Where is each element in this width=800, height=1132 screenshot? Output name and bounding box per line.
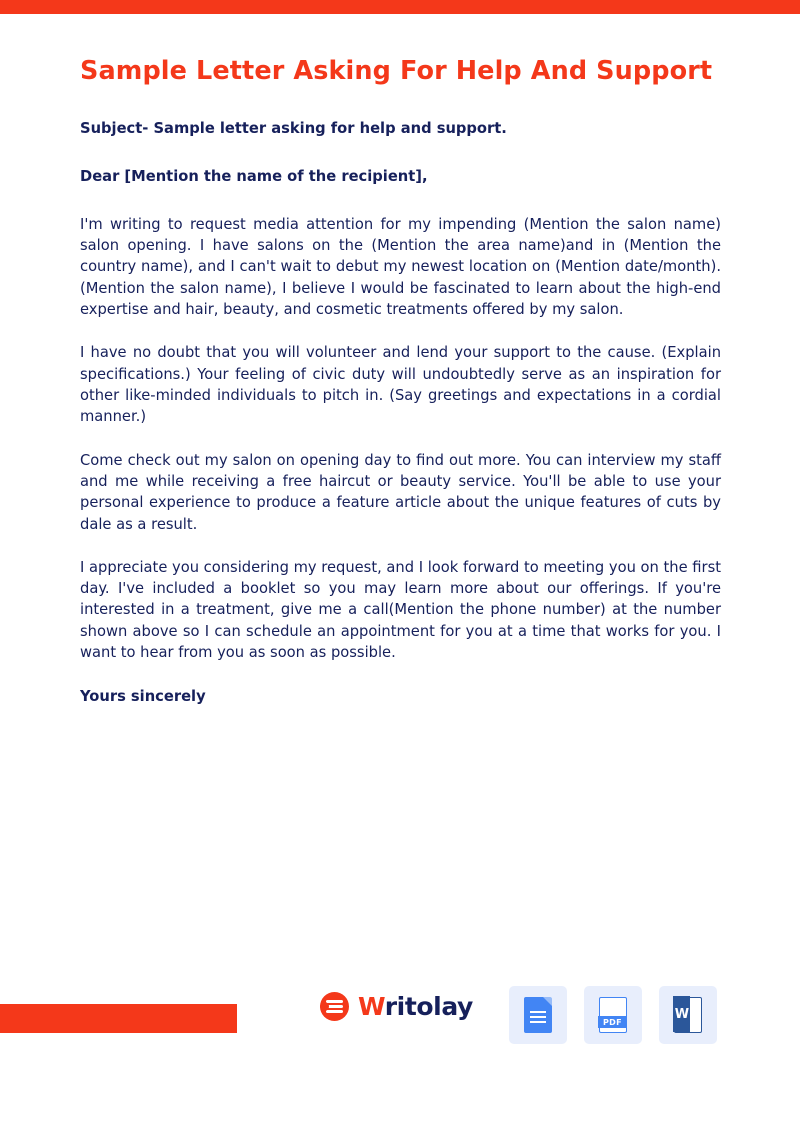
brand-logo <box>320 992 473 1021</box>
brand-name-first-letter: W <box>358 992 385 1021</box>
subject-line: Subject- Sample letter asking for help and support. <box>80 119 507 137</box>
download-pdf-button[interactable] <box>584 986 642 1044</box>
letter-content <box>80 56 721 708</box>
download-word-button[interactable] <box>659 986 717 1044</box>
top-accent-bar <box>0 0 800 14</box>
body-paragraph: I appreciate you considering my request, and I look forward to meeting you on the first day. I've included a booklet so you may learn more about our offerings. If you're interested in a treatment, give me a call(Mention the phone number) at the number shown above so I can schedule an appointment for you at a time that works for you. I want to hear from you as soon as possible. <box>80 558 721 662</box>
google-docs-icon <box>524 997 552 1033</box>
brand-name-rest: ritolay <box>384 992 473 1021</box>
pdf-icon-label: PDF <box>598 1016 626 1028</box>
download-google-docs-button[interactable] <box>509 986 567 1044</box>
word-icon-label: W <box>673 996 690 1032</box>
body-paragraph: I have no doubt that you will volunteer and lend your support to the cause. (Explain specifications.) Your feeling of civic duty will undoubtedly serve as an inspiration for other like-minded individuals to pitch in. (Say greetings and expectations in a cordial manner.) <box>80 344 721 426</box>
word-icon <box>674 997 702 1033</box>
page-footer <box>0 992 800 1132</box>
salutation: Dear [Mention the name of the recipient], <box>80 168 428 186</box>
page-title: Sample Letter Asking For Help And Support <box>80 56 713 86</box>
download-buttons <box>509 986 717 1044</box>
writolay-logo-icon <box>320 992 349 1021</box>
footer-accent-bar <box>0 1004 237 1033</box>
closing-signature: Yours sincerely <box>80 688 206 706</box>
pdf-icon <box>599 997 627 1033</box>
brand-name <box>358 992 473 1021</box>
body-paragraph: Come check out my salon on opening day to find out more. You can interview my staff and me while receiving a free haircut or beauty service. You'll be able to use your personal experience to produce a feature article about the unique features of cuts by dale as a result. <box>80 451 721 533</box>
body-paragraph: I'm writing to request media attention for my impending (Mention the salon name) salon opening. I have salons on the (Mention the area name)and in (Mention the country name), and I can't wait to debut my newest location on (Mention date/month). (Mention the salon name), I believe I would be fascinated to learn about the high-end expertise and hair, beauty, and cosmetic treatments offered by my salon. <box>80 215 721 318</box>
